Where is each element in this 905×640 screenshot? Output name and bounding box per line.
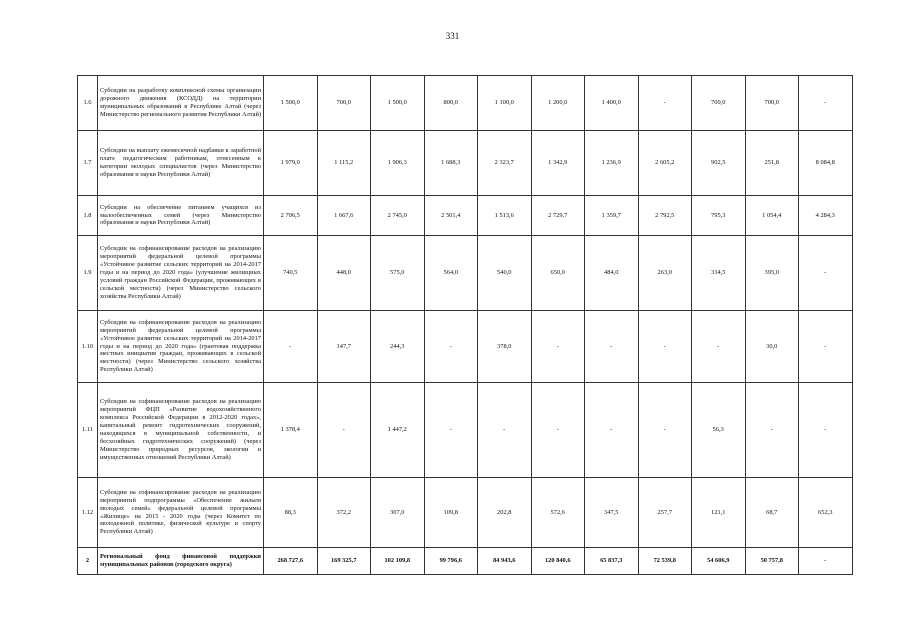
value-cell: - bbox=[424, 383, 478, 478]
value-cell: 1 115,2 bbox=[317, 131, 371, 196]
value-cell: 1 054,4 bbox=[745, 196, 799, 236]
value-cell: 30,0 bbox=[745, 311, 799, 383]
value-cell: 652,3 bbox=[799, 478, 853, 548]
value-cell: 50 757,8 bbox=[745, 548, 799, 575]
value-cell: 795,3 bbox=[692, 196, 746, 236]
value-cell: - bbox=[799, 236, 853, 311]
budget-table bbox=[77, 75, 853, 575]
value-cell: - bbox=[638, 76, 692, 131]
row-number: 1.9 bbox=[78, 236, 98, 311]
value-cell: 251,8 bbox=[745, 131, 799, 196]
row-description: Субсидии на софинансирование расходов на реализацию мероприятий подпрограммы «Обеспечение жильем молодых семей» федеральной целевой программы «Жилище» на 2015 - 2020 годы (через Комитет по молодежной политике, физической культуре и спорту Республики Алтай) bbox=[98, 478, 264, 548]
value-cell: - bbox=[799, 311, 853, 383]
value-cell: 72 539,8 bbox=[638, 548, 692, 575]
value-cell: - bbox=[799, 548, 853, 575]
value-cell: 347,5 bbox=[585, 478, 639, 548]
value-cell: 1 667,6 bbox=[317, 196, 371, 236]
value-cell: 1 100,0 bbox=[478, 76, 532, 131]
value-cell: - bbox=[638, 383, 692, 478]
value-cell: - bbox=[638, 311, 692, 383]
value-cell: 1 447,2 bbox=[371, 383, 425, 478]
value-cell: - bbox=[478, 383, 532, 478]
value-cell: 1 500,0 bbox=[264, 76, 318, 131]
value-cell: 68,7 bbox=[745, 478, 799, 548]
row-description: Субсидии на софинансирование расходов на реализацию мероприятий ФЦП «Развитие водохозяйственного комплекса Российской Федерации в 2012-2020 годах», капитальный ремонт гидротехнических сооружений, находящихся в муниципальной собственности, и бесхозяйных гидротехнических сооружений) (через Министерство природных ресурсов, экологии и имущественных отношений Республики Алтай) bbox=[98, 383, 264, 478]
row-description: Субсидии на софинансирование расходов на реализацию мероприятий федеральной целевой программы «Устойчивое развитие сельских территорий на 2014-2017 годы и на период до 2020 года» (грантовая поддержка местных инициатив граждан, проживающих в сельской местности) (через Министерство сельского хозяйства Республики Алтай) bbox=[98, 311, 264, 383]
row-number: 1.12 bbox=[78, 478, 98, 548]
value-cell: 244,3 bbox=[371, 311, 425, 383]
value-cell: 84 943,6 bbox=[478, 548, 532, 575]
value-cell: - bbox=[692, 311, 746, 383]
row-description: Региональный фонд финансовой поддержки муниципальных районов (городского округа) bbox=[98, 548, 264, 575]
value-cell: 4 284,3 bbox=[799, 196, 853, 236]
value-cell: 65 837,3 bbox=[585, 548, 639, 575]
value-cell: - bbox=[585, 311, 639, 383]
value-cell: 268 727,6 bbox=[264, 548, 318, 575]
value-cell: 1 236,9 bbox=[585, 131, 639, 196]
value-cell: - bbox=[531, 311, 585, 383]
value-cell: 263,0 bbox=[638, 236, 692, 311]
value-cell: 378,0 bbox=[478, 311, 532, 383]
value-cell: 8 084,8 bbox=[799, 131, 853, 196]
value-cell: 54 606,9 bbox=[692, 548, 746, 575]
table-row bbox=[78, 548, 853, 575]
value-cell: 1 378,4 bbox=[264, 383, 318, 478]
value-cell: 202,8 bbox=[478, 478, 532, 548]
value-cell: 650,0 bbox=[531, 236, 585, 311]
value-cell: 2 745,0 bbox=[371, 196, 425, 236]
value-cell: 572,6 bbox=[531, 478, 585, 548]
value-cell: 1 342,9 bbox=[531, 131, 585, 196]
value-cell: - bbox=[317, 383, 371, 478]
value-cell: 1 513,6 bbox=[478, 196, 532, 236]
value-cell: 1 906,3 bbox=[371, 131, 425, 196]
value-cell: 700,0 bbox=[692, 76, 746, 131]
value-cell: - bbox=[531, 383, 585, 478]
value-cell: 800,0 bbox=[424, 76, 478, 131]
value-cell: 2 706,5 bbox=[264, 196, 318, 236]
value-cell: 564,0 bbox=[424, 236, 478, 311]
value-cell: 700,0 bbox=[745, 76, 799, 131]
table-row bbox=[78, 196, 853, 236]
value-cell: - bbox=[799, 383, 853, 478]
table-row bbox=[78, 76, 853, 131]
row-number: 1.10 bbox=[78, 311, 98, 383]
value-cell: 484,0 bbox=[585, 236, 639, 311]
value-cell: 2 792,5 bbox=[638, 196, 692, 236]
value-cell: 1 979,0 bbox=[264, 131, 318, 196]
value-cell: 102 109,8 bbox=[371, 548, 425, 575]
table-row bbox=[78, 478, 853, 548]
table-row bbox=[78, 311, 853, 383]
value-cell: 540,0 bbox=[478, 236, 532, 311]
row-number: 2 bbox=[78, 548, 98, 575]
table-row bbox=[78, 236, 853, 311]
value-cell: 56,3 bbox=[692, 383, 746, 478]
value-cell: 1 359,7 bbox=[585, 196, 639, 236]
value-cell: 902,5 bbox=[692, 131, 746, 196]
value-cell: - bbox=[264, 311, 318, 383]
value-cell: 740,5 bbox=[264, 236, 318, 311]
value-cell: 700,0 bbox=[317, 76, 371, 131]
row-number: 1.6 bbox=[78, 76, 98, 131]
page-number: 331 bbox=[445, 31, 460, 41]
value-cell: 1 400,0 bbox=[585, 76, 639, 131]
value-cell: 121,1 bbox=[692, 478, 746, 548]
value-cell: 307,0 bbox=[371, 478, 425, 548]
value-cell: 99 796,6 bbox=[424, 548, 478, 575]
value-cell: 257,7 bbox=[638, 478, 692, 548]
table-body bbox=[78, 76, 853, 575]
row-description: Субсидии на выплату ежемесячной надбавки к заработной плате педагогическим работникам, отнесенным к категории молодых специалистов (через Министерство образования и науки Республики Алтай) bbox=[98, 131, 264, 196]
value-cell: 88,3 bbox=[264, 478, 318, 548]
value-cell: 2 729,7 bbox=[531, 196, 585, 236]
value-cell: 109,8 bbox=[424, 478, 478, 548]
table-row bbox=[78, 131, 853, 196]
value-cell: 1 200,0 bbox=[531, 76, 585, 131]
row-description: Субсидии на софинансирование расходов на реализацию мероприятий федеральной целевой программы «Устойчивое развитие сельских территорий на 2014-2017 годы и на период до 2020 года» (улучшение жилищных условий граждан Российской Федерации, проживающих в сельской местности) (через Министерство сельского хозяйства Республики Алтай) bbox=[98, 236, 264, 311]
value-cell: 1 688,3 bbox=[424, 131, 478, 196]
table-row bbox=[78, 383, 853, 478]
value-cell: 2 323,7 bbox=[478, 131, 532, 196]
value-cell: 372,2 bbox=[317, 478, 371, 548]
value-cell: - bbox=[585, 383, 639, 478]
value-cell: - bbox=[745, 383, 799, 478]
row-description: Субсидии на разработку комплексной схемы организации дорожного движения (КСОДД) на территории муниципальных образований в Республике Алтай (через Министерство регионального развития Республики Алтай) bbox=[98, 76, 264, 131]
value-cell: 448,0 bbox=[317, 236, 371, 311]
value-cell: 395,0 bbox=[745, 236, 799, 311]
value-cell: 575,0 bbox=[371, 236, 425, 311]
row-description: Субсидии на обеспечение питанием учащихся из малообеспеченных семей (через Министерство образования и науки Республики Алтай) bbox=[98, 196, 264, 236]
value-cell: 334,5 bbox=[692, 236, 746, 311]
row-number: 1.7 bbox=[78, 131, 98, 196]
value-cell: 2 501,4 bbox=[424, 196, 478, 236]
value-cell: - bbox=[799, 76, 853, 131]
value-cell: 120 840,6 bbox=[531, 548, 585, 575]
row-number: 1.11 bbox=[78, 383, 98, 478]
value-cell: 1 500,0 bbox=[371, 76, 425, 131]
value-cell: 169 325,7 bbox=[317, 548, 371, 575]
row-number: 1.8 bbox=[78, 196, 98, 236]
value-cell: - bbox=[424, 311, 478, 383]
value-cell: 147,7 bbox=[317, 311, 371, 383]
value-cell: 2 605,2 bbox=[638, 131, 692, 196]
